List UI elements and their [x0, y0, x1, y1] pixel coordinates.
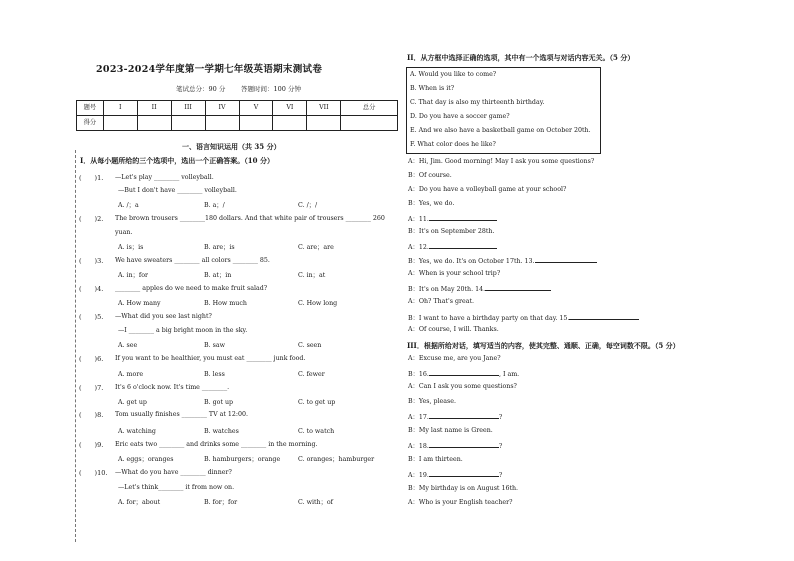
score-table-cell[interactable] [171, 116, 205, 131]
dialogue-text: A：12. [408, 244, 429, 251]
score-table-cell[interactable] [273, 116, 307, 131]
dialogue-text: B：My birthday is on August 16th. [408, 485, 519, 492]
option-c[interactable]: C. with；of [298, 499, 334, 506]
option-c[interactable]: C. /；/ [298, 202, 318, 209]
score-table-cell: III [171, 101, 205, 116]
question-number[interactable]: ( )7. [79, 384, 104, 392]
score-table-cell[interactable] [341, 116, 398, 131]
option-a: A. Would you like to come? [410, 71, 497, 78]
option-f: F. What color does he like? [410, 141, 496, 148]
dialogue-line [408, 314, 639, 323]
option-a[interactable]: A. How many [118, 300, 161, 307]
dialogue-line [408, 285, 551, 294]
section1-title: I．从每小题所给的三个选项中，选出一个正确答案。（10 分） [80, 156, 274, 165]
answer-blank[interactable] [429, 471, 499, 477]
dialogue-line [408, 187, 566, 194]
score-table-cell[interactable] [137, 116, 171, 131]
dialogue-line [408, 299, 474, 306]
option-box [406, 67, 601, 154]
score-table-cell: 得分 [77, 116, 104, 131]
dialogue-text: A：When is your school trip? [408, 270, 501, 277]
dialogue-text: A：Oh? That's great. [408, 298, 474, 305]
score-table [76, 100, 398, 131]
dialogue-line [408, 327, 499, 334]
question-number[interactable]: ( )5. [79, 313, 104, 321]
question-stem-line2: yuan. [115, 229, 133, 236]
total-score: 笔试总分：90 分 [176, 85, 226, 93]
dialogue-line [408, 257, 597, 266]
option-e: E. And we also have a basketball game on October 20th. [410, 127, 591, 134]
score-table-cell: IV [205, 101, 239, 116]
dialogue-text-after: ? [498, 472, 503, 479]
dialogue-text: B：Yes, we do. It's on October 17th. 13. [408, 258, 535, 265]
dialogue-text-after: ? [498, 414, 503, 421]
score-table-cell: I [103, 101, 137, 116]
option-b[interactable]: B. for；for [204, 499, 238, 506]
option-a[interactable]: A. more [118, 371, 144, 378]
option-a[interactable]: A. for；about [118, 499, 161, 506]
dialogue-text: A：18. [408, 443, 429, 450]
option-a[interactable]: A. in；for [118, 272, 149, 279]
score-table-cell[interactable] [307, 116, 341, 131]
question-stem-line2: —Let's think________ it from now on. [118, 484, 235, 491]
option-b[interactable]: B. watches [204, 428, 239, 435]
score-table-cell: VII [307, 101, 341, 116]
dialogue-text: B：My last name is Green. [408, 427, 493, 434]
question-stem: —Let's play ________ volleyball. [115, 174, 214, 181]
question-stem: Tom usually finishes ________ TV at 12:00. [115, 411, 249, 418]
option-c[interactable]: C. oranges；hamburger [298, 456, 375, 463]
answer-blank[interactable] [535, 257, 597, 263]
option-b[interactable]: B. How much [204, 300, 247, 307]
section3-title: III．根据所给对话，填写适当的内容，使其完整、通顺、正确，每空词数不限。（5 分） [407, 341, 680, 350]
question-stem: We have sweaters ________ all colors ________ 85. [115, 257, 270, 264]
option-a[interactable]: A. eggs；oranges [118, 456, 174, 463]
answer-blank[interactable] [429, 413, 499, 419]
dialogue-text: A：Can I ask you some questions? [408, 383, 517, 390]
option-c[interactable]: C. fewer [298, 371, 325, 378]
dialogue-line [408, 457, 463, 464]
exam-time: 答题时间：100 分钟 [241, 85, 301, 93]
option-b[interactable]: B. are；is [204, 244, 235, 251]
score-table-cell[interactable] [205, 116, 239, 131]
dialogue-text: A：Of course, I will. Thanks. [408, 326, 499, 333]
score-table-cell: II [137, 101, 171, 116]
dialogue-text: A：17. [408, 414, 429, 421]
dialogue-text: B：Of course. [408, 172, 452, 179]
dialogue-line [408, 356, 501, 363]
question-number[interactable]: ( )1. [79, 174, 104, 182]
option-a[interactable]: A. see [118, 342, 138, 349]
question-stem: ________ apples do we need to make fruit salad? [115, 285, 268, 292]
dialogue-line [408, 215, 497, 224]
dialogue-line [408, 471, 502, 480]
binding-line [75, 150, 76, 542]
dialogue-text: B：It's on September 28th. [408, 228, 495, 235]
question-stem: Eric eats two ________ and drinks some ________ in the morning. [115, 441, 318, 448]
dialogue-line [408, 271, 500, 278]
answer-blank[interactable] [429, 243, 497, 249]
dialogue-text: B：It's on May 20th. 14. [408, 286, 486, 293]
question-stem: It's 6 o'clock now. It's time ________. [115, 384, 230, 391]
option-c[interactable]: C. How long [298, 300, 338, 307]
dialogue-line [408, 173, 452, 180]
answer-blank[interactable] [429, 215, 497, 221]
score-table-cell[interactable] [103, 116, 137, 131]
dialogue-line [408, 399, 456, 406]
question-number[interactable]: ( )3. [79, 257, 104, 265]
option-b[interactable]: B. at；in [204, 272, 232, 279]
dialogue-text: B：16. [408, 371, 429, 378]
score-table-cell[interactable] [239, 116, 273, 131]
dialogue-text: B：Yes, please. [408, 398, 456, 405]
option-c[interactable]: C. are；are [298, 244, 334, 251]
dialogue-text: A：19. [408, 472, 429, 479]
question-number[interactable]: ( )2. [79, 215, 104, 223]
answer-blank[interactable] [485, 285, 551, 291]
option-b[interactable]: B. hamburgers；orange [204, 456, 281, 463]
question-stem: —What do you have ________ dinner? [115, 469, 232, 476]
question-number[interactable]: ( )8. [79, 411, 104, 419]
dialogue-line [408, 201, 454, 208]
answer-blank[interactable] [429, 442, 499, 448]
question-stem: The brown trousers ________180 dollars. And that white pair of trousers ________ 260 [115, 215, 385, 222]
question-number[interactable]: ( )10. [79, 469, 108, 477]
option-c[interactable]: C. to get up [298, 399, 336, 406]
dialogue-text: A：11. [408, 216, 429, 223]
option-b[interactable]: B. less [204, 371, 225, 378]
question-stem-line2: —But I don't have ________ volleyball. [118, 187, 237, 194]
option-a[interactable]: A. get up [118, 399, 147, 406]
option-d: D. Do you have a soccer game? [410, 113, 510, 120]
dialogue-text: B：I am thirteen. [408, 456, 463, 463]
part-title: 一、语言知识运用（共 35 分） [182, 142, 281, 151]
question-number[interactable]: ( )9. [79, 441, 104, 449]
dialogue-text-after: , I am. [498, 371, 520, 378]
question-number[interactable]: ( )4. [79, 285, 104, 293]
option-c[interactable]: C. in；at [298, 272, 326, 279]
dialogue-text: A：Hi, Jim. Good morning! May I ask you some questions? [408, 158, 595, 165]
score-table-cell: 题号 [77, 101, 104, 116]
option-b[interactable]: B. got up [204, 399, 234, 406]
answer-blank[interactable] [569, 314, 639, 320]
dialogue-line [408, 413, 502, 422]
option-c[interactable]: C. to watch [298, 428, 335, 435]
option-b[interactable]: B. a；/ [204, 202, 225, 209]
section2-title: II．从方框中选择正确的选项，其中有一个选项与对话内容无关。（5 分） [407, 53, 635, 62]
dialogue-text: B：Yes, we do. [408, 200, 455, 207]
dialogue-line [408, 370, 519, 379]
option-b[interactable]: B. saw [204, 342, 226, 349]
question-stem: —What did you see last night? [115, 313, 212, 320]
dialogue-line [408, 442, 502, 451]
dialogue-text: A：Excuse me, are you Jane? [408, 355, 501, 362]
dialogue-text: A：Who is your English teacher? [408, 499, 513, 506]
dialogue-line [408, 159, 594, 166]
exam-title: 2023-2024学年度第一学期七年级英语期末测试卷 [96, 64, 323, 75]
option-c: C. That day is also my thirteenth birthday. [410, 99, 545, 106]
dialogue-text-after: ? [498, 443, 503, 450]
answer-blank[interactable] [429, 370, 499, 376]
dialogue-line [408, 500, 513, 507]
option-a[interactable]: A. /；a [118, 202, 139, 209]
score-table-cell: 总分 [341, 101, 398, 116]
dialogue-line [408, 428, 493, 435]
score-table-cell: VI [273, 101, 307, 116]
dialogue-line [408, 384, 517, 391]
score-table-header-row [77, 101, 398, 116]
question-stem-line2: —I ________ a big bright moon in the sky. [118, 327, 248, 334]
question-number[interactable]: ( )6. [79, 355, 104, 363]
dialogue-line [408, 243, 497, 252]
option-a[interactable]: A. watching [118, 428, 156, 435]
question-stem: If you want to be healthier, you must eat ________ junk food. [115, 355, 306, 362]
dialogue-text: A：Do you have a volleyball game at your school? [408, 186, 567, 193]
dialogue-text: B：I want to have a birthday party on that day. 15. [408, 315, 570, 322]
dialogue-line [408, 229, 494, 236]
option-a[interactable]: A. is；is [118, 244, 144, 251]
score-table-score-row [77, 116, 398, 131]
score-table-cell: V [239, 101, 273, 116]
option-c[interactable]: C. seen [298, 342, 322, 349]
dialogue-line [408, 486, 518, 493]
option-b: B. When is it? [410, 85, 455, 92]
